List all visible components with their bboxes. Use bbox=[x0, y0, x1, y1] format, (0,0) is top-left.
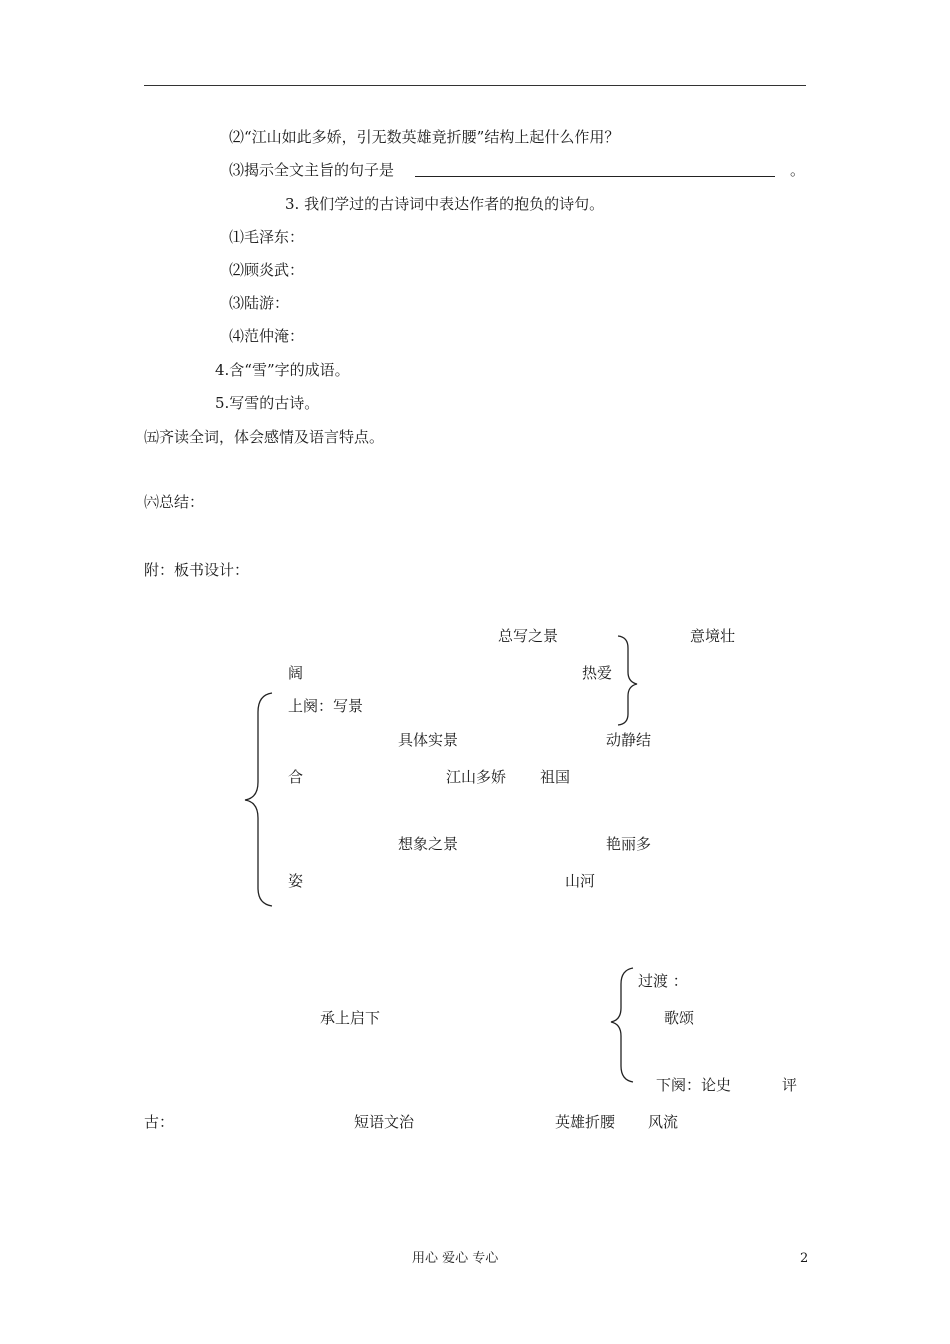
board-shanhe: 山河 bbox=[565, 872, 596, 890]
question-2-3-end: 。 bbox=[790, 161, 806, 179]
board-xiangxiang: 想象之景 bbox=[398, 835, 459, 853]
board-yijing: 意境壮 bbox=[690, 627, 736, 645]
board-he: 合 bbox=[288, 768, 304, 786]
question-3-item-2: ⑵顾炎武： bbox=[229, 261, 305, 279]
question-2-3: ⑶揭示全文主旨的句子是 bbox=[229, 161, 395, 179]
board-shangque: 上阕：写景 bbox=[288, 697, 364, 715]
question-2-2: ⑵“江山如此多娇，引无数英雄竟折腰”结构上起什么作用？ bbox=[229, 128, 620, 146]
step-6: ㈥总结： bbox=[144, 493, 205, 511]
board-duanyu: 短语文治 bbox=[354, 1113, 415, 1131]
board-fengliu: 风流 bbox=[648, 1113, 679, 1131]
page-number: 2 bbox=[800, 1251, 809, 1266]
question-3-item-3: ⑶陆游： bbox=[229, 294, 290, 312]
question-3-item-1: ⑴毛泽东： bbox=[229, 228, 305, 246]
question-3: 3. 我们学过的古诗词中表达作者的抱负的诗句。 bbox=[285, 195, 605, 213]
step-5: ㈤齐读全词，体会感情及语言特点。 bbox=[144, 428, 385, 446]
board-gu: 古： bbox=[144, 1113, 175, 1131]
left-brace-lower bbox=[611, 968, 633, 1082]
right-brace-small bbox=[618, 636, 637, 725]
board-yingxiong: 英雄折腰 bbox=[555, 1113, 616, 1131]
board-kuo: 阔 bbox=[288, 664, 304, 682]
question-4: 4.含“雪”字的成语。 bbox=[215, 361, 350, 379]
board-zuguo: 祖国 bbox=[540, 768, 571, 786]
board-yanli: 艳丽多 bbox=[606, 835, 652, 853]
board-dongjing: 动静结 bbox=[606, 731, 652, 749]
board-zongxie: 总写之景 bbox=[498, 627, 559, 645]
board-reai: 热爱 bbox=[582, 664, 613, 682]
question-5: 5.写雪的古诗。 bbox=[215, 394, 320, 412]
footer-motto: 用心 爱心 专心 bbox=[412, 1251, 499, 1266]
appendix-heading: 附：板书设计： bbox=[144, 561, 250, 579]
board-guodu: 过渡 ： bbox=[638, 972, 688, 990]
board-ping: 评 bbox=[782, 1076, 798, 1094]
left-brace-large bbox=[245, 693, 272, 906]
board-juti: 具体实景 bbox=[398, 731, 459, 749]
board-xiaque: 下阕：论史 bbox=[656, 1076, 732, 1094]
board-zi: 姿 bbox=[288, 872, 304, 890]
board-jiangshan: 江山多娇 bbox=[446, 768, 507, 786]
board-gesong: 歌颂 bbox=[664, 1009, 695, 1027]
question-3-item-4: ⑷范仲淹： bbox=[229, 327, 305, 345]
board-chengshang: 承上启下 bbox=[320, 1009, 381, 1027]
